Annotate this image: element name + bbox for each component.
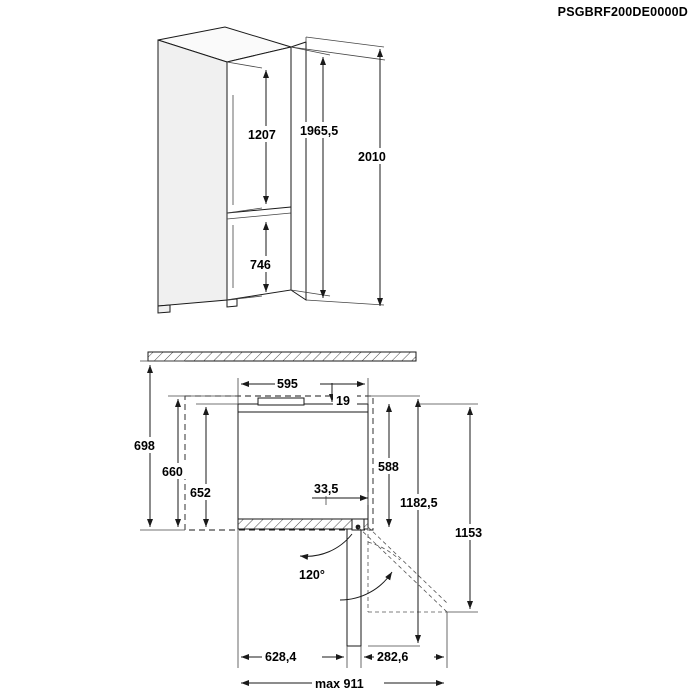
dim-label-1207: 1207 bbox=[248, 128, 276, 142]
door-swing-diagonal-2 bbox=[368, 527, 447, 603]
door-closed-band bbox=[238, 519, 368, 529]
perspective-view bbox=[158, 27, 403, 313]
dim-label-698: 698 bbox=[134, 439, 155, 453]
wall-hatch bbox=[148, 352, 416, 361]
dim-label-1182-5: 1182,5 bbox=[400, 496, 438, 510]
witness-bottom-outer bbox=[306, 300, 384, 305]
dim-label-652: 652 bbox=[190, 486, 211, 500]
dim-label-588: 588 bbox=[378, 460, 399, 474]
open-door-panel bbox=[291, 42, 306, 300]
angle-label-120: 120° bbox=[299, 568, 325, 582]
dim-label-19: 19 bbox=[336, 394, 350, 408]
dim-label-746: 746 bbox=[250, 258, 271, 272]
plan-view bbox=[132, 352, 499, 691]
dim-label-max911: max 911 bbox=[315, 677, 364, 691]
dim-label-1965: 1965,5 bbox=[300, 124, 339, 138]
dim-label-282-6: 282,6 bbox=[377, 650, 409, 664]
opened-door-panel bbox=[347, 529, 361, 646]
rear-spacer-block bbox=[258, 398, 304, 405]
cabinet-plan-body bbox=[238, 404, 368, 529]
witness-top-outer bbox=[306, 37, 384, 47]
left-foot bbox=[158, 305, 170, 313]
dim-label-1153: 1153 bbox=[455, 526, 483, 540]
cabinet-left-face bbox=[158, 40, 227, 306]
door-swing-diagonal bbox=[358, 527, 447, 612]
dim-label-595: 595 bbox=[277, 377, 298, 391]
door-swing-arc-inner bbox=[368, 542, 400, 560]
dim-label-33-5: 33,5 bbox=[314, 482, 339, 496]
dim-label-2010: 2010 bbox=[358, 150, 386, 164]
dim-label-660: 660 bbox=[162, 465, 183, 479]
angle-arc-left bbox=[300, 534, 352, 556]
dim-label-628-4: 628,4 bbox=[265, 650, 297, 664]
model-code-label: PSGBRF200DE0000D bbox=[557, 5, 688, 19]
